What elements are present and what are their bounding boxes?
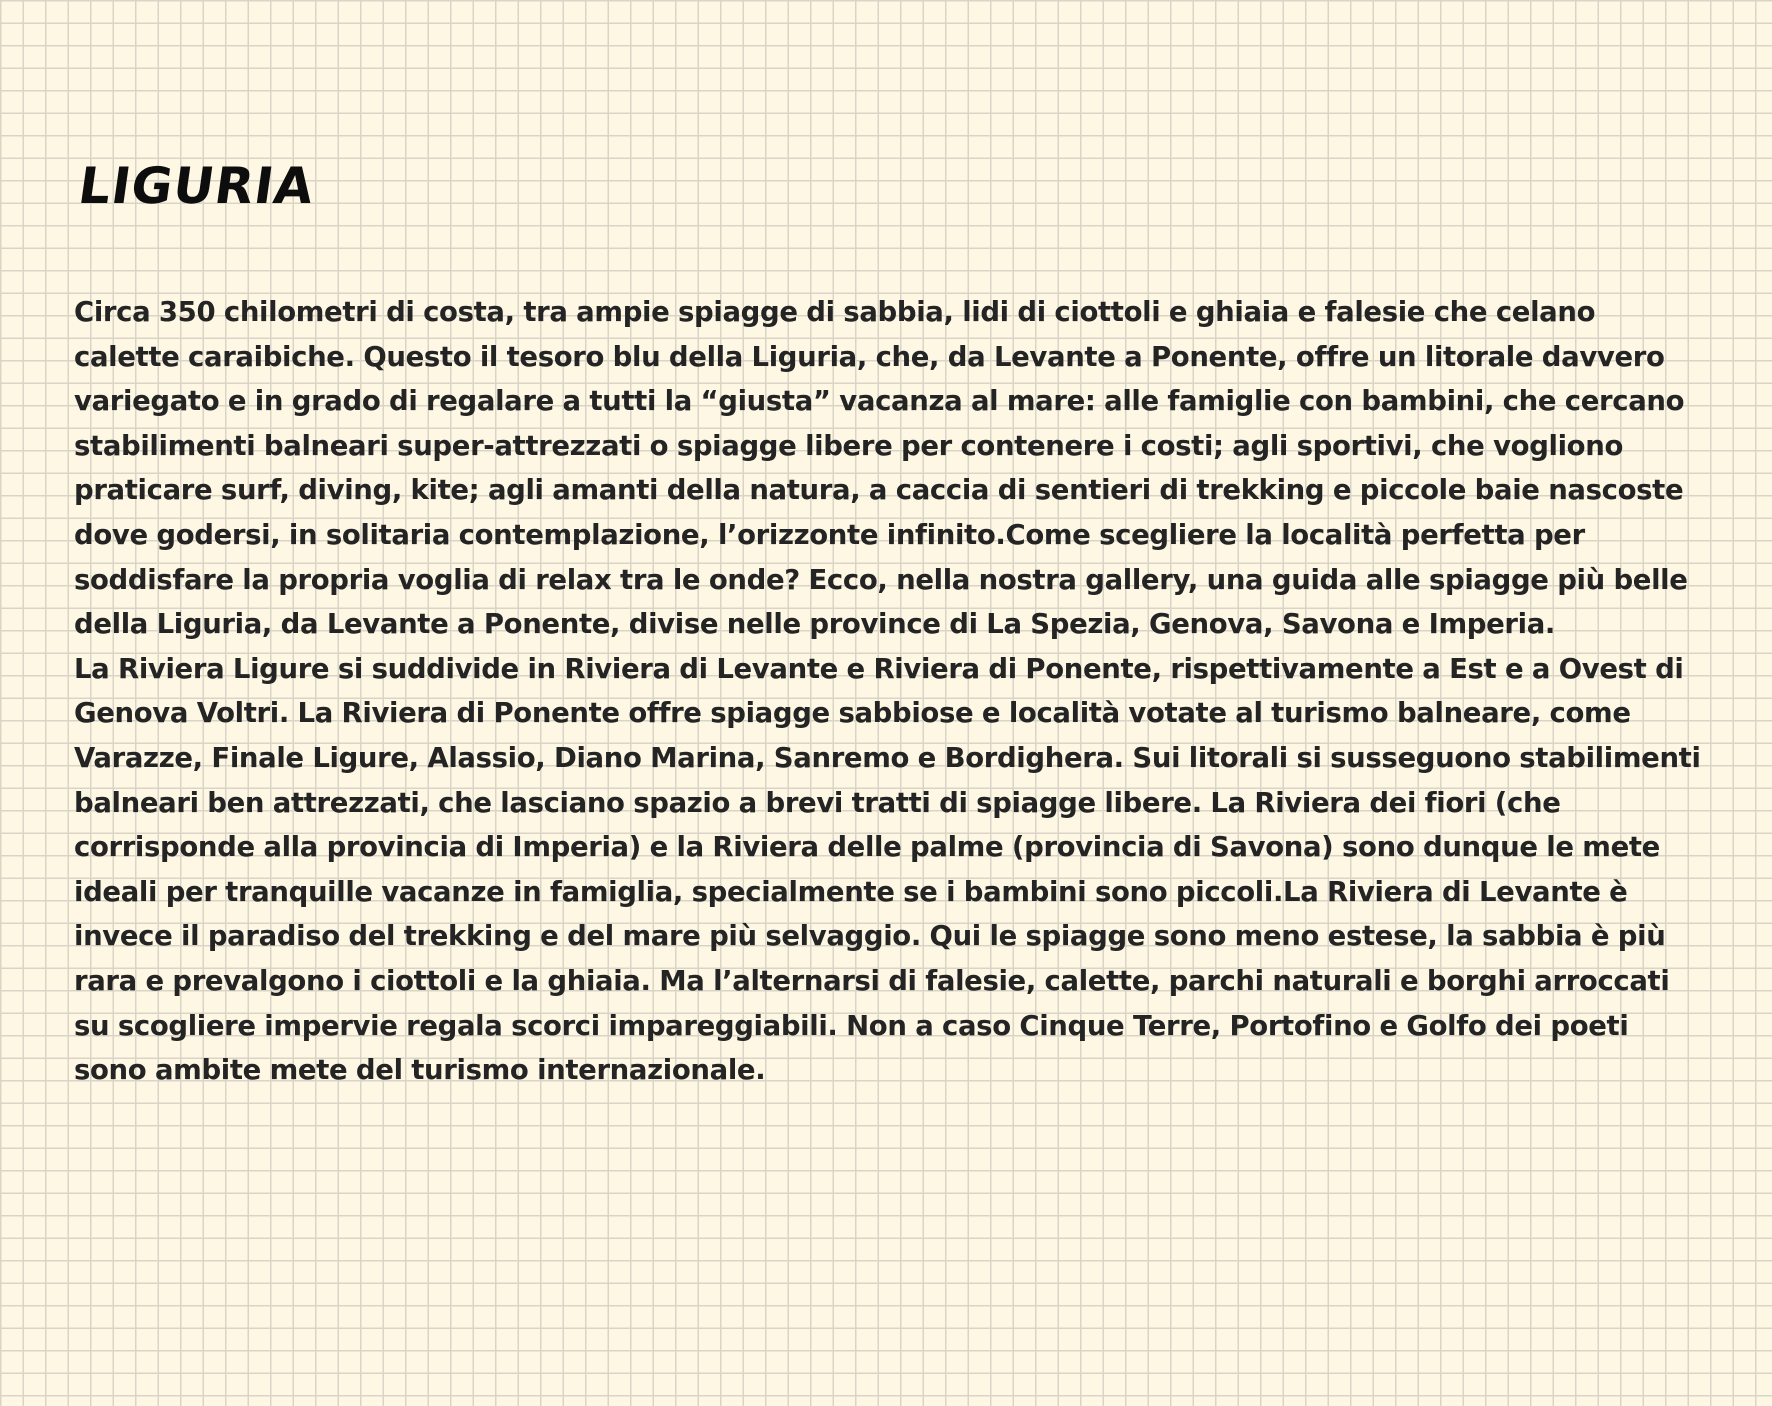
content-area (74, 150, 1704, 1093)
body-text (74, 290, 1704, 1093)
page-title: LIGURIA (74, 157, 319, 215)
paragraph-riviera: La Riviera Ligure si suddivide in Riviera di Levante e Riviera di Ponente, rispettivamente a Est e a Ovest di Genova Voltri. La Riviera di Ponente offre spiagge sabbiose e località votate al turismo balneare, come Varazze, Finale Ligure, Alassio, Diano Marina, Sanremo e Bordighera. Sui litorali si susseguono stabilimenti balneari ben attrezzati, che lasciano spazio a brevi tratti di spiagge libere. La Riviera dei fiori (che corrisponde alla provincia di Imperia) e la Riviera delle palme (provincia di Savona) sono dunque le mete ideali per tranquille vacanze in famiglia, specialmente se i bambini sono piccoli.La Riviera di Levante è invece il paradiso del trekking e del mare più selvaggio. Qui le spiagge sono meno estese, la sabbia è più rara e prevalgono i ciottoli e la ghiaia. Ma l’alternarsi di falesie, calette, parchi naturali e borghi arroccati su scogliere impervie regala scorci impareggiabili. Non a caso Cinque Terre, Portofino e Golfo dei poeti sono ambite mete del turismo internazionale. (74, 652, 1701, 1087)
paragraph-intro: Circa 350 chilometri di costa, tra ampie spiagge di sabbia, lidi di ciottoli e ghiaia e falesie che celano calette caraibiche. Questo il tesoro blu della Liguria, che, da Levante a Ponente, offre un litorale davvero variegato e in grado di regalare a tutti la “giusta” vacanza al mare: alle famiglie con bambini, che cercano stabilimenti balneari super-attrezzati o spiagge libere per contenere i costi; agli sportivi, che vogliono praticare surf, diving, kite; agli amanti della natura, a caccia di sentieri di trekking e piccole baie nascoste dove godersi, in solitaria contemplazione, l’orizzonte infinito.Come scegliere la località perfetta per soddisfare la propria voglia di relax tra le onde? Ecco, nella nostra gallery, una guida alle spiagge più belle della Liguria, da Levante a Ponente, divise nelle province di La Spezia, Genova, Savona e Imperia. (74, 296, 1688, 641)
